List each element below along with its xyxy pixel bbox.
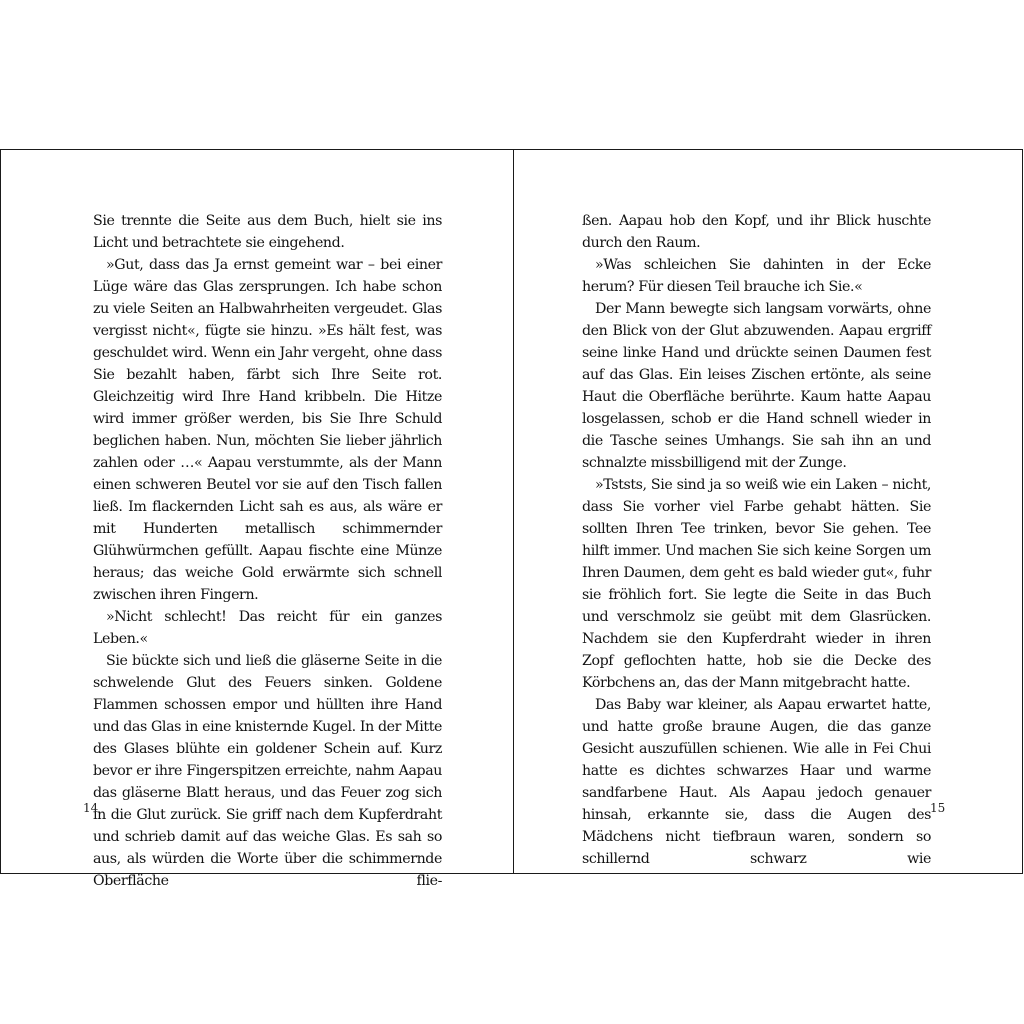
paragraph: »Nicht schlecht! Das reicht für ein ganzes Leben.« (93, 609, 442, 647)
left-page-text (93, 210, 442, 892)
paragraph: Das Baby war kleiner, als Aapau erwartet hatte, und hatte große braune Augen, die das ganze Gesicht auszufüllen schienen. Wie alle in Fei Chui hatte es dichtes schwarzes Haar und warme sandfarbene Haut. Als Aapau jedoch genauer hinsah, erkannte sie, dass die Augen des Mädchens nicht tiefbraun waren, sondern so schillernd schwarz wie (582, 697, 931, 867)
paragraph: Sie trennte die Seite aus dem Buch, hielt sie ins Licht und betrachtete sie eingehend. (93, 213, 442, 251)
right-page-text (582, 210, 931, 870)
paragraph: Sie bückte sich und ließ die gläserne Seite in die schwelende Glut des Feuers sinken. Goldene Flammen schossen empor und hüllten ihre Hand und das Glas in eine knisternde Kugel. In der Mitte des Glases blühte ein goldener Schein auf. Kurz bevor er ihre Fingerspitzen erreichte, nahm Aapau das gläserne Blatt heraus, und das Feuer zog sich in die Glut zurück. Sie griff nach dem Kupferdraht und schrieb damit auf das weiche Glas. Es sah so aus, als würden die Worte über die schimmernde Oberfläche flie- (93, 653, 442, 889)
right-page (514, 150, 1024, 873)
paragraph: Der Mann bewegte sich langsam vorwärts, ohne den Blick von der Glut abzuwenden. Aapau ergriff seine linke Hand und drückte seinen Daumen fest auf das Glas. Ein leises Zischen ertönte, als seine Haut die Oberfläche berührte. Kaum hatte Aapau losgelassen, schob er die Hand schnell wieder in die Tasche seines Umhangs. Sie sah ihn an und schnalzte missbilligend mit der Zunge. (582, 301, 931, 471)
page-number: 15 (930, 801, 946, 815)
paragraph: »Was schleichen Sie dahinten in der Ecke herum? Für diesen Teil brauche ich Sie.« (582, 257, 931, 295)
paragraph: »Gut, dass das Ja ernst gemeint war – bei einer Lüge wäre das Glas zersprungen. Ich habe schon zu viele Seiten an Halbwahrheiten vergeudet. Glas vergisst nicht«, fügte sie hinzu. »Es hält fest, was geschuldet wird. Wenn ein Jahr vergeht, ohne dass Sie bezahlt haben, färbt sich Ihre Seite rot. Gleichzeitig wird Ihre Hand kribbeln. Die Hitze wird immer größer werden, bis Sie Ihre Schuld beglichen haben. Nun, möchten Sie lieber jährlich zahlen oder …« Aapau verstummte, als der Mann einen schweren Beutel vor sie auf den Tisch fallen ließ. Im flackernden Licht sah es aus, als wäre er mit Hunderten metallisch schimmernder Glühwürmchen gefüllt. Aapau fischte eine Münze heraus; das weiche Gold erwärmte sich schnell zwischen ihren Fingern. (93, 257, 442, 603)
left-page (1, 150, 513, 889)
page-number: 14 (83, 801, 99, 815)
paragraph: ßen. Aapau hob den Kopf, und ihr Blick huschte durch den Raum. (582, 213, 931, 251)
book-spread (0, 149, 1023, 889)
paragraph: »Tststs, Sie sind ja so weiß wie ein Laken – nicht, dass Sie vorher viel Farbe gehabt hätten. Sie sollten Ihren Tee trinken, bevor Sie gehen. Tee hilft immer. Und machen Sie sich keine Sorgen um Ihren Daumen, dem geht es bald wieder gut«, fuhr sie fröhlich fort. Sie legte die Seite in das Buch und verschmolz sie geübt mit dem Glasrücken. Nachdem sie den Kupferdraht wieder in ihren Zopf geflochten hatte, hob sie die Decke des Körbchens an, das der Mann mitgebracht hatte. (582, 477, 931, 691)
